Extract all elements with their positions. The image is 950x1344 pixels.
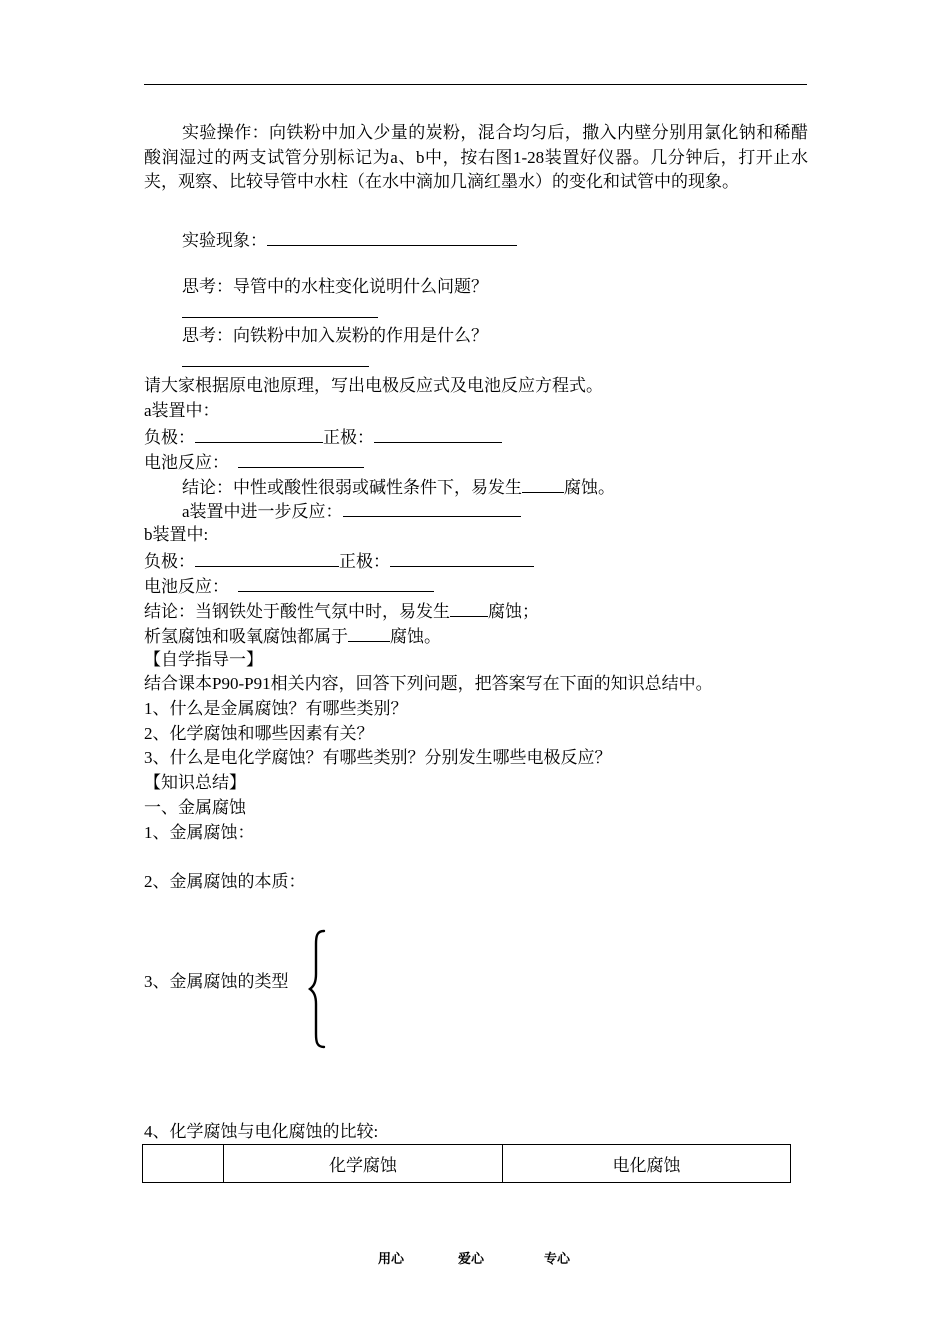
b-positive-label: 正极： xyxy=(339,552,390,571)
think-answer-2-line xyxy=(182,348,369,374)
self-study-question-2: 2、化学腐蚀和哪些因素有关？ xyxy=(144,724,374,743)
b-reaction-label: 电池反应： xyxy=(144,577,229,596)
a-positive-label: 正极： xyxy=(323,428,374,447)
self-study-question-3: 3、什么是电化学腐蚀？有哪些类别？分别发生哪些电极反应？ xyxy=(144,748,612,767)
b-positive-blank[interactable] xyxy=(390,548,534,567)
self-study-heading: 【自学指导一】 xyxy=(144,650,263,669)
experiment-operation: 实验操作：向铁粉中加入少量的炭粉，混合均匀后，撒入内壁分别用氯化钠和稀醋酸润湿过的两支试管分别标记为a、b中，按右图1-28装置好仪器。几分钟后，打开止水夹，观察、比较导管中水柱（在水中滴加几滴红墨水）的变化和试管中的现象。 xyxy=(144,123,808,191)
table-header-electrochemical: 电化腐蚀 xyxy=(503,1145,791,1183)
summary-item-1: 1、金属腐蚀： xyxy=(144,823,255,842)
table-header-row xyxy=(143,1145,791,1183)
a-further-blank[interactable] xyxy=(343,498,521,517)
a-reaction-blank[interactable] xyxy=(238,449,364,468)
a-conclusion-line xyxy=(182,474,615,500)
phenomenon-line xyxy=(182,227,517,253)
both-conclusion-corrosion: 腐蚀。 xyxy=(390,627,441,646)
b-conclusion-line xyxy=(144,598,539,624)
a-conclusion-blank[interactable] xyxy=(522,474,564,493)
think-answer-1-blank[interactable] xyxy=(182,299,378,318)
b-reaction-line xyxy=(144,573,434,599)
a-reaction-label: 电池反应： xyxy=(144,453,229,472)
both-conclusion-blank[interactable] xyxy=(348,623,390,642)
a-positive-blank[interactable] xyxy=(374,424,502,443)
footer-item-3: 专心 xyxy=(544,1252,571,1267)
table-header-empty xyxy=(143,1145,224,1183)
b-electrodes-line xyxy=(144,548,534,574)
self-study-question-1: 1、什么是金属腐蚀？有哪些类别？ xyxy=(144,699,408,718)
summary-section-1: 一、金属腐蚀 xyxy=(144,798,246,817)
table-header-chemical: 化学腐蚀 xyxy=(224,1145,503,1183)
self-study-instruction: 结合课本P90-P91相关内容，回答下列问题，把答案写在下面的知识总结中。 xyxy=(144,674,713,693)
b-conclusion-blank[interactable] xyxy=(450,598,488,617)
b-device-title: b装置中: xyxy=(144,525,209,544)
a-electrodes-line xyxy=(144,424,502,450)
b-negative-blank[interactable] xyxy=(195,548,339,567)
think-answer-2-blank[interactable] xyxy=(182,348,369,367)
both-conclusion-line xyxy=(144,623,441,649)
summary-item-3: 3、金属腐蚀的类型 xyxy=(144,972,289,991)
summary-item-4: 4、化学腐蚀与电化腐蚀的比较: xyxy=(144,1122,379,1141)
a-further-label: a装置中进一步反应： xyxy=(182,502,343,521)
b-negative-label: 负极： xyxy=(144,552,195,571)
a-conclusion-text: 结论：中性或酸性很弱或碱性条件下，易发生 xyxy=(182,478,522,497)
a-negative-blank[interactable] xyxy=(195,424,323,443)
footer-item-1: 用心 xyxy=(378,1252,405,1267)
think-question-2: 思考：向铁粉中加入炭粉的作用是什么？ xyxy=(182,326,488,345)
header-rule xyxy=(144,84,807,85)
summary-heading: 【知识总结】 xyxy=(144,773,246,792)
both-conclusion-text: 析氢腐蚀和吸氧腐蚀都属于 xyxy=(144,627,348,646)
a-device-title: a装置中： xyxy=(144,401,220,420)
a-conclusion-corrosion: 腐蚀。 xyxy=(564,478,615,497)
a-reaction-line xyxy=(144,449,364,475)
a-further-line xyxy=(182,498,521,524)
b-conclusion-text: 结论：当钢铁处于酸性气氛中时，易发生 xyxy=(144,602,450,621)
b-conclusion-corrosion: 腐蚀； xyxy=(488,602,539,621)
a-negative-label: 负极： xyxy=(144,428,195,447)
think-question-1: 思考：导管中的水柱变化说明什么问题？ xyxy=(182,277,488,296)
b-reaction-blank[interactable] xyxy=(238,573,434,592)
cell-intro: 请大家根据原电池原理，写出电极反应式及电池反应方程式。 xyxy=(144,376,603,395)
think-answer-1-line xyxy=(182,299,378,325)
footer-item-2: 爱心 xyxy=(458,1252,485,1267)
phenomenon-blank[interactable] xyxy=(267,227,517,246)
phenomenon-label: 实验现象： xyxy=(182,231,267,250)
summary-item-2: 2、金属腐蚀的本质： xyxy=(144,872,306,891)
curly-brace-icon xyxy=(308,928,328,1050)
comparison-table xyxy=(142,1144,791,1183)
